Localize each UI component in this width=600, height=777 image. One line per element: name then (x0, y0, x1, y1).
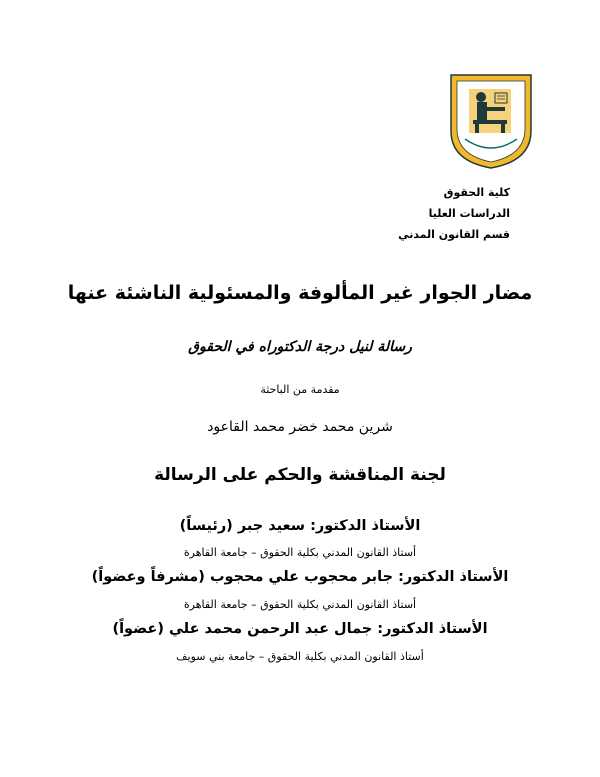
committee-member-2: الأستاذ الدكتور: جابر محجوب علي محجوب (مشرفاً وعضواً) (91, 569, 509, 585)
department-name: قسم القانون المدني (398, 228, 510, 241)
cairo-university-seal-icon (449, 73, 533, 170)
committee-heading: لجنة المناقشة والحكم على الرسالة (154, 465, 446, 485)
committee-member-1: الأستاذ الدكتور: سعيد جبر (رئيساً) (179, 518, 421, 534)
committee-member-1-role: أستاذ القانون المدني بكلية الحقوق – جامعة القاهرة (183, 546, 417, 559)
university-logo (449, 73, 533, 170)
committee-member-2-role: أستاذ القانون المدني بكلية الحقوق – جامعة القاهرة (183, 598, 417, 611)
committee-member-3-role: أستاذ القانون المدني بكلية الحقوق – جامعة بني سويف (176, 650, 424, 663)
committee-member-3: الأستاذ الدكتور: جمال عبد الرحمن محمد علي (عضواً) (112, 621, 488, 637)
presented-by-label: مقدمة من الباحثة (260, 383, 340, 396)
researcher-name: شرين محمد خضر محمد القاعود (207, 419, 393, 435)
postgraduate-studies: الدراسات العليا (428, 207, 510, 220)
faculty-name: كلية الحقوق (443, 186, 510, 199)
thesis-subtitle: رسالة لنيل درجة الدكتوراه في الحقوق (188, 339, 412, 355)
thesis-title: مضار الجوار غير المألوفة والمسئولية الناشئة عنها (67, 282, 533, 304)
